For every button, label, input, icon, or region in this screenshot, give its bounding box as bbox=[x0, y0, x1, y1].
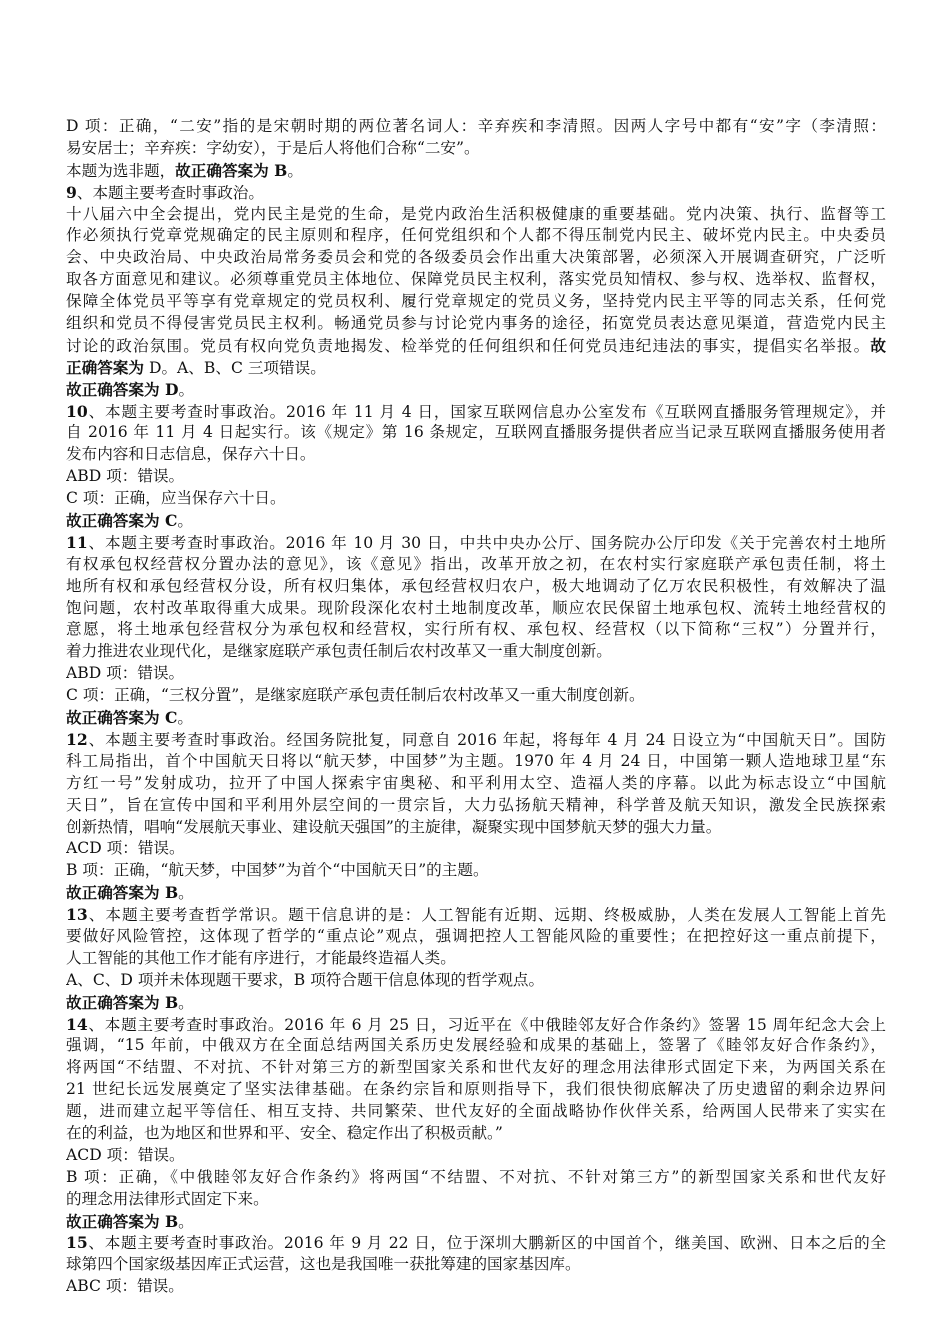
text-line bbox=[66, 1232, 886, 1254]
line-text: 有权承包权经营权分置办法的意见》，该《意见》指出，改革开放之初，在农村实行家庭联产承包责任制，将土 bbox=[66, 554, 886, 573]
line-text: D 项：正确，“二安”指的是宋朝时期的两位著名词人：辛弃疾和李清照。因两人字号中都有“安”字（李清照： bbox=[66, 117, 886, 135]
line-text: ACD 项：错误。 bbox=[66, 839, 185, 858]
text-line bbox=[66, 510, 886, 532]
line-text: ABD 项：错误。 bbox=[66, 664, 185, 683]
text-line bbox=[66, 838, 886, 860]
bold-text: 故正确答案为 D bbox=[66, 379, 179, 399]
text-line bbox=[66, 926, 886, 948]
line-text: 会、中央政治局、中央政治局常务委员会和党的各级委员会作出重大决策部署，必须深入开展调查研究，广泛听 bbox=[66, 248, 886, 267]
text-line bbox=[66, 444, 886, 466]
line-text: 在的利益，也为地区和世界和平、安全、稳定作出了积极贡献。” bbox=[66, 1123, 503, 1142]
bold-text: 15 bbox=[66, 1233, 88, 1253]
line-text: 取各方面意见和建议。必须尊重党员主体地位、保障党员民主权利，落实党员知情权、参与权、选举权、监督权， bbox=[66, 270, 886, 289]
text-line bbox=[66, 138, 886, 160]
line-text: 讨论的政治氛围。党员有权向党负责地揭发、检举党的任何组织和任何党员违纪违法的事实，提倡实名举报。 bbox=[66, 336, 871, 355]
text-line bbox=[66, 1276, 886, 1298]
line-text: 题，进而建立起平等信任、相互支持、共同繁荣、世代友好的全面战略协作伙伴关系，给两国人民带来了实实在 bbox=[66, 1102, 886, 1121]
document-page bbox=[66, 116, 886, 1298]
line-suffix: 。 bbox=[178, 884, 194, 903]
text-line bbox=[66, 116, 886, 138]
line-text: ABC 项：错误。 bbox=[66, 1277, 184, 1296]
line-text: 、本题主要考查时事政治。2016 年 6 月 25 日，习近平在《中俄睦邻友好合作条约》签署 15 周年纪念大会上 bbox=[87, 1015, 886, 1034]
line-text: 组织和党员不得侵害党员民主权利。畅通党员参与讨论党内事务的途径，拓宽党员表达意见渠道，营造党内民主 bbox=[66, 314, 886, 333]
line-text: B 项：正确，“航天梦，中国梦”为首个“中国航天日”的主题。 bbox=[66, 861, 489, 880]
text-line bbox=[66, 1101, 886, 1123]
line-text: 天日”，旨在宣传中国和平利用外层空间的一贯宗旨，大力弘扬航天精神，科学普及航天知识，激发全民族探索 bbox=[66, 795, 886, 814]
line-text: 着力推进农业现代化，是继家庭联产承包责任制后农村改革又一重大制度创新。 bbox=[66, 642, 612, 661]
line-text: B 项：正确，《中俄睦邻友好合作条约》将两国“不结盟、不对抗、不针对第三方”的新型国家关系和世代友好 bbox=[66, 1167, 886, 1186]
text-line bbox=[66, 970, 886, 992]
text-line bbox=[66, 554, 886, 576]
line-text: 自 2016 年 11 月 4 日起实行。该《规定》第 16 条规定，互联网直播服务提供者应当记录互联网直播服务使用者 bbox=[66, 423, 886, 442]
text-line bbox=[66, 948, 886, 970]
bold-text: 10 bbox=[66, 401, 88, 421]
text-line bbox=[66, 795, 886, 817]
line-suffix: 。 bbox=[177, 512, 194, 531]
line-text: 、本题主要考查时事政治。2016 年 9 月 22 日，位于深圳大鹏新区的中国首个，继美国、欧洲、日本之后的全 bbox=[87, 1234, 886, 1253]
text-line bbox=[66, 641, 886, 663]
line-text: 、本题主要考查时事政治。2016 年 11 月 4 日，国家互联网信息办公室发布《互联网直播服务管理规定》，并 bbox=[87, 402, 886, 421]
line-text: 创新热情，唱响“发展航天事业、建设航天强国”的主旋律，凝聚实现中国梦航天梦的强大力量。 bbox=[66, 817, 722, 836]
text-line bbox=[66, 685, 886, 707]
text-line bbox=[66, 576, 886, 598]
line-suffix: 。 bbox=[178, 1212, 194, 1231]
bold-text: 13 bbox=[66, 905, 88, 925]
bold-text: 故 bbox=[870, 335, 886, 355]
line-text: 人工智能的其他工作才能有序进行，才能最终造福人类。 bbox=[66, 948, 456, 967]
text-line bbox=[66, 663, 886, 685]
line-text: A、C、D 项并未体现题干要求，B 项符合题干信息体现的哲学观点。 bbox=[66, 970, 545, 989]
line-text: 的理念用法律形式固定下来。 bbox=[66, 1189, 269, 1208]
line-text: 地所有权和承包经营权分设，所有权归集体，承包经营权归农户，极大地调动了亿万农民积极性，有效解决了温 bbox=[66, 576, 886, 595]
bold-text: 14 bbox=[66, 1014, 88, 1034]
line-text: 、本题主要考查时事政治。2016 年 10 月 30 日，中共中央办公厅、国务院办公厅印发《关于完善农村土地所 bbox=[87, 533, 886, 552]
bold-text: 故正确答案为 B bbox=[66, 992, 179, 1012]
bold-text: 故正确答案为 B bbox=[175, 160, 288, 180]
text-line bbox=[66, 1167, 886, 1189]
text-line bbox=[66, 992, 886, 1014]
text-line bbox=[66, 313, 886, 335]
text-line bbox=[66, 1035, 886, 1057]
text-line bbox=[66, 532, 886, 554]
text-line bbox=[66, 1014, 886, 1036]
text-line bbox=[66, 598, 886, 620]
line-text: 意愿，将土地承包经营权分为承包权和经营权，实行所有权、承包权、经营权（以下简称“三权”）分置并行， bbox=[66, 620, 886, 639]
line-text: 科工局指出，首个中国航天日将以“航天梦，中国梦”为主题。1970 年 4 月 24 日，中国第一颗人造地球卫星“东 bbox=[66, 751, 886, 770]
text-line bbox=[66, 729, 886, 751]
line-text: 、本题主要考查时事政治。经国务院批复，同意自 2016 年起，将每年 4 月 24 日设立为“中国航天日”。国防 bbox=[87, 730, 886, 749]
line-text: 、本题主要考查哲学常识。题干信息讲的是：人工智能有近期、远期、终极威胁，人类在发展人工智能上首先 bbox=[87, 906, 886, 925]
line-text: C 项：正确，应当保存六十日。 bbox=[66, 489, 286, 508]
bold-text: 正确答案为 bbox=[66, 357, 144, 377]
line-suffix: 。 bbox=[178, 993, 194, 1012]
line-text: 方红一号”发射成功，拉开了中国人探索宇宙奥秘、和平利用太空、造福人类的序幕。以此为标志设立“中国航 bbox=[66, 773, 886, 792]
text-line bbox=[66, 1123, 886, 1145]
line-text: 易安居士；辛弃疾：字幼安），于是后人将他们合称“二安”。 bbox=[66, 138, 480, 157]
text-line bbox=[66, 1189, 886, 1211]
text-line bbox=[66, 335, 886, 357]
text-line bbox=[66, 204, 886, 226]
line-text: 发布内容和日志信息，保存六十日。 bbox=[66, 445, 316, 464]
text-line bbox=[66, 466, 886, 488]
text-line bbox=[66, 379, 886, 401]
line-text: 球第四个国家级基因库正式运营，这也是我国唯一获批筹建的国家基因库。 bbox=[66, 1255, 581, 1274]
text-line bbox=[66, 1079, 886, 1101]
bold-text: 9 bbox=[66, 182, 77, 202]
line-text: 本题为选非题， bbox=[66, 161, 176, 180]
text-line bbox=[66, 1211, 886, 1233]
text-line bbox=[66, 751, 886, 773]
text-line bbox=[66, 488, 886, 510]
line-text: D。A、B、C 三项错误。 bbox=[143, 358, 326, 377]
bold-text: 12 bbox=[66, 729, 88, 749]
text-line bbox=[66, 182, 886, 204]
text-line bbox=[66, 773, 886, 795]
line-text: ABD 项：错误。 bbox=[66, 467, 185, 486]
line-text: 十八届六中全会提出，党内民主是党的生命，是党内政治生活积极健康的重要基础。党内决策、执行、监督等工 bbox=[66, 204, 886, 223]
bold-text: 故正确答案为 B bbox=[66, 1211, 179, 1231]
line-text: 饱问题，农村改革取得重大成果。现阶段深化农村土地制度改革，顺应农民保留土地承包权、流转土地经营权的 bbox=[66, 598, 886, 617]
text-line bbox=[66, 422, 886, 444]
bold-text: 故正确答案为 C bbox=[66, 708, 178, 728]
text-line bbox=[66, 1254, 886, 1276]
text-line bbox=[66, 160, 886, 182]
line-suffix: 。 bbox=[178, 380, 195, 399]
bold-text: 故正确答案为 C bbox=[66, 511, 178, 531]
text-line bbox=[66, 401, 886, 423]
line-text: 将两国“不结盟、不对抗、不针对第三方的新型国家关系和世代友好的理念用法律形式固定下来，为两国关系在 bbox=[66, 1058, 886, 1077]
line-text: 、本题主要考查时事政治。 bbox=[76, 183, 264, 202]
line-text: 21 世纪长远发展奠定了坚实法律基础。在条约宗旨和原则指导下，我们很快彻底解决了历史遗留的剩余边界问 bbox=[66, 1080, 886, 1099]
text-line bbox=[66, 291, 886, 313]
text-line bbox=[66, 860, 886, 882]
line-text: 作必须执行党章党规确定的民主原则和程序，任何党组织和个人都不得压制党内民主、破坏党内民主。中央委员 bbox=[66, 226, 886, 245]
text-line bbox=[66, 225, 886, 247]
text-line bbox=[66, 357, 886, 379]
text-line bbox=[66, 882, 886, 904]
text-line bbox=[66, 619, 886, 641]
line-text: 保障全体党员平等享有党章规定的党员权利、履行党章规定的党员义务，坚持党内民主平等的同志关系，任何党 bbox=[66, 292, 886, 311]
bold-text: 故正确答案为 B bbox=[66, 883, 179, 903]
text-line bbox=[66, 247, 886, 269]
text-line bbox=[66, 1145, 886, 1167]
line-text: 要做好风险管控，这体现了哲学的“重点论”观点，强调把控人工智能风险的重要性；在把控好这一重点前提下， bbox=[66, 926, 886, 945]
line-text: ACD 项：错误。 bbox=[66, 1145, 185, 1164]
line-suffix: 。 bbox=[287, 161, 303, 180]
line-suffix: 。 bbox=[177, 709, 194, 728]
line-text: C 项：正确，“三权分置”，是继家庭联产承包责任制后农村改革又一重大制度创新。 bbox=[66, 686, 645, 705]
text-line bbox=[66, 904, 886, 926]
text-line bbox=[66, 1057, 886, 1079]
bold-text: 11 bbox=[66, 532, 88, 552]
text-line bbox=[66, 817, 886, 839]
text-line bbox=[66, 269, 886, 291]
line-text: 强调，“15 年前，中俄双方在全面总结两国关系历史发展经验和成果的基础上，签署了《睦邻友好合作条约》， bbox=[66, 1036, 886, 1055]
text-line bbox=[66, 707, 886, 729]
